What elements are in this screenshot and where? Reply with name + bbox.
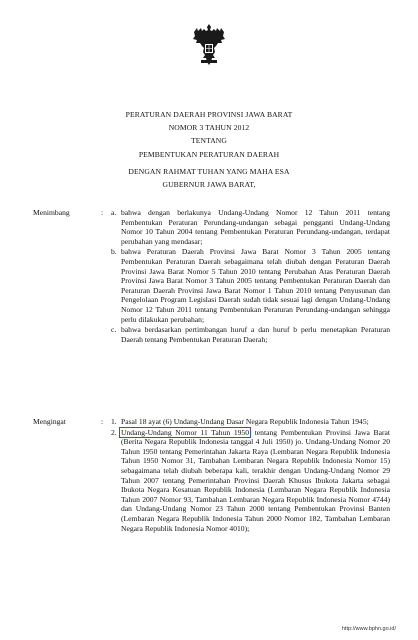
menimbang-colon: : <box>101 208 104 217</box>
item-text-rest: tentang Pembentukan Provinsi Jawa Barat (Berita Negara Republik Indonesia tanggal 4 Juli 1950) jo. Undang-Undang Nomor 20 Tahun 1950 tentang Pemerintahan Jakarta Raya (Lembaran Negara Republik Indonesia Tahun 1950 Nomor 31, Tambahan Lembaran Negara Republik Indonesia Nomor 15) sebagaimana telah diubah beberapa kali, terakhir dengan Undang-Undang Nomor 29 Tahun 2007 tentang Pemerintahan Provinsi Daerah Khusus Ibukota Jakarta sebagai Ibukota Negara Kesatuan Republik Indonesia (Lembaran Negara Republik Indonesia Tahun 2007 Nomor 93, Tambahan Lembaran Negara Republik Indonesia Nomor 4744) dan Undang-Undang Nomor 23 Tahun 2000 tentang Pembentukan Provinsi Banten (Lembaran Negara Republik Indonesia Tahun 2000 Nomor 182, Tambahan Lembaran Negara Republik Indonesia Nomor 4010); <box>121 427 390 533</box>
menimbang-label: Menimbang <box>33 208 70 217</box>
item-marker: b. <box>111 247 117 257</box>
invocation: DENGAN RAHMAT TUHAN YANG MAHA ESA <box>128 167 290 176</box>
item-text <box>121 428 390 534</box>
law-reference-link[interactable]: Undang-Undang Nomor 11 Tahun 1950 <box>121 427 250 437</box>
regulation-title: PERATURAN DAERAH PROVINSI JAWA BARAT <box>125 110 293 119</box>
list-item <box>111 428 390 534</box>
item-marker: 2. <box>111 427 117 437</box>
source-url[interactable]: http://www.bphn.go.id/ <box>341 626 396 632</box>
regulation-tentang: TENTANG <box>191 136 227 145</box>
item-marker: c. <box>111 325 117 335</box>
menimbang-section <box>33 208 390 345</box>
list-item <box>111 417 390 427</box>
item-marker: 1. <box>111 417 117 426</box>
list-item <box>111 247 390 324</box>
item-text: bahwa Peraturan Daerah Provinsi Jawa Barat Nomor 3 Tahun 2005 tentang Pembentukan Peraturan Daerah sebagaimana telah diubah dengan Peraturan Daerah Provinsi Jawa Barat Nomor 5 Tahun 2010 tentang Perubahan Atas Peraturan Daerah Provinsi Jawa Barat Nomor 3 Tahun 2005 tentang Pembentukan Peraturan Daerah dan Peraturan Daerah Provinsi Jawa Barat Nomor 1 Tahun 2010 tentang Penyusunan dan Pengelolaan Program Legislasi Daerah sudah tidak sesuai lagi dengan Undang-Undang Nomor 12 Tahun 2011 tentang Pembentukan Peraturan Perundang-undangan sehingga perlu dilakukan perubahan; <box>121 247 390 324</box>
regulation-number: NOMOR 3 TAHUN 2012 <box>168 123 250 132</box>
mengingat-section <box>33 417 390 534</box>
mengingat-label: Mengingat <box>33 417 66 426</box>
authority: GUBERNUR JAWA BARAT, <box>162 180 256 189</box>
item-text: bahwa dengan berlakunya Undang-Undang Nomor 12 Tahun 2011 tentang Pembentukan Peraturan Perundang-undangan sebagai pengganti Undang-Undang Nomor 10 Tahun 2004 tentang Pembentukan Peraturan Perundang-undangan, terdapat perubahan yang mendasar; <box>121 208 390 246</box>
mengingat-colon: : <box>101 417 104 426</box>
regulation-subject: PEMBENTUKAN PERATURAN DAERAH <box>138 150 280 159</box>
list-item <box>111 325 390 344</box>
item-text: Pasal 18 ayat (6) Undang-Undang Dasar Negara Republik Indonesia Tahun 1945; <box>121 417 369 426</box>
item-text: bahwa berdasarkan pertimbangan huruf a dan huruf b perlu menetapkan Peraturan Daerah tentang Pembentukan Peraturan Daerah; <box>121 325 390 344</box>
item-marker: a. <box>111 208 117 217</box>
garuda-emblem-icon <box>192 20 226 68</box>
list-item <box>111 208 390 246</box>
